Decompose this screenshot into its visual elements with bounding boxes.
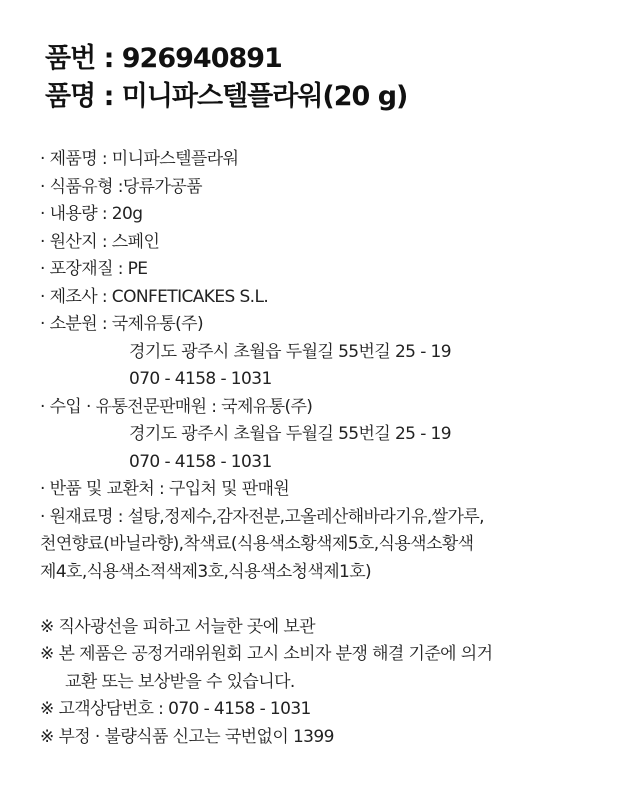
- info-product-name: · 제품명 : 미니파스텔플라워: [40, 149, 239, 169]
- header: [45, 40, 407, 116]
- info-seller-address: 경기도 광주시 초월읍 두월길 55번길 25 - 19: [129, 341, 451, 362]
- info-food-type: · 식품유형 :당류가공품: [40, 176, 202, 197]
- product-info: [40, 146, 620, 751]
- info-volume: · 내용량 : 20g: [40, 204, 143, 224]
- note-report-number: ※ 부정 · 불량식품 신고는 국번없이 1399: [40, 726, 334, 747]
- info-ingredients-line-3: 제4호,식용색소적색제3호,식용색소청색제1호): [40, 561, 372, 582]
- info-importer-phone: 070 - 4158 - 1031: [129, 451, 272, 472]
- info-importer: · 수입 · 유통전문판매원 : 국제유통(주): [40, 396, 313, 417]
- note-compensation-line-2: 교환 또는 보상받을 수 있습니다.: [65, 671, 295, 692]
- note-consult-number: ※ 고객상담번호 : 070 - 4158 - 1031: [40, 699, 311, 719]
- product-name: 품명 : 미니파스텔플라워(20 g): [45, 81, 408, 112]
- info-packaging: · 포장재질 : PE: [40, 259, 148, 279]
- info-ingredients-line-2: 천연향료(바닐라향),착색료(식용색소황색제5호,식용색소황색: [40, 534, 474, 554]
- note-compensation-line-1: ※ 본 제품은 공정거래위원회 고시 소비자 분쟁 해결 기준에 의거: [40, 644, 493, 664]
- info-origin: · 원산지 : 스페인: [40, 231, 160, 252]
- note-storage: ※ 직사광선을 피하고 서늘한 곳에 보관: [40, 616, 315, 637]
- info-seller: · 소분원 : 국제유통(주): [40, 314, 203, 334]
- info-importer-address: 경기도 광주시 초월읍 두월길 55번길 25 - 19: [129, 424, 451, 444]
- info-returns: · 반품 및 교환처 : 구입처 및 판매원: [40, 479, 290, 499]
- info-seller-phone: 070 - 4158 - 1031: [129, 369, 272, 389]
- spacer: [40, 586, 620, 614]
- info-ingredients-line-1: · 원재료명 : 설탕,정제수,감자전분,고올레산해바라기유,쌀가루,: [40, 506, 484, 527]
- notes: [40, 614, 620, 752]
- info-manufacturer: · 제조사 : CONFETICAKES S.L.: [40, 286, 269, 307]
- product-number: 품번 : 926940891: [45, 43, 282, 74]
